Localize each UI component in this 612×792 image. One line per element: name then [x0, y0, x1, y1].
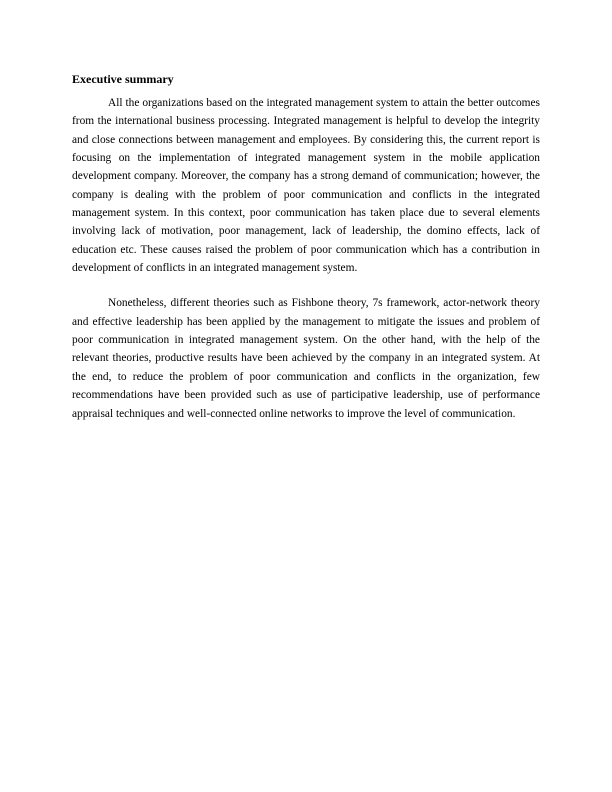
- summary-paragraph-1: All the organizations based on the integrated management system to attain the better outcomes from the international business processing. Integrated management is helpful to develop the integrity and close connections between management and employees. By considering this, the current report is focusing on the implementation of integrated management system in the mobile application development company. Moreover, the company has a strong demand of communication; however, the company is dealing with the problem of poor communication and conflicts in the integrated management system. In this context, poor communication has taken place due to several elements involving lack of motivation, poor management, lack of leadership, the domino effects, lack of education etc. These causes raised the problem of poor communication which has a contribution in development of conflicts in an integrated management system.: [72, 97, 540, 275]
- section-heading: Executive summary: [72, 72, 174, 86]
- summary-paragraph-2: Nonetheless, different theories such as Fishbone theory, 7s framework, actor-network theory and effective leadership has been applied by the management to mitigate the issues and problem of poor communication in integrated management system. On the other hand, with the help of the relevant theories, productive results have been achieved by the company in an integrated system. At the end, to reduce the problem of poor communication and conflicts in the organization, few recommendations have been provided such as use of participative leadership, use of performance appraisal techniques and well-connected online networks to improve the level of communication.: [72, 297, 540, 420]
- page-content: [72, 70, 540, 440]
